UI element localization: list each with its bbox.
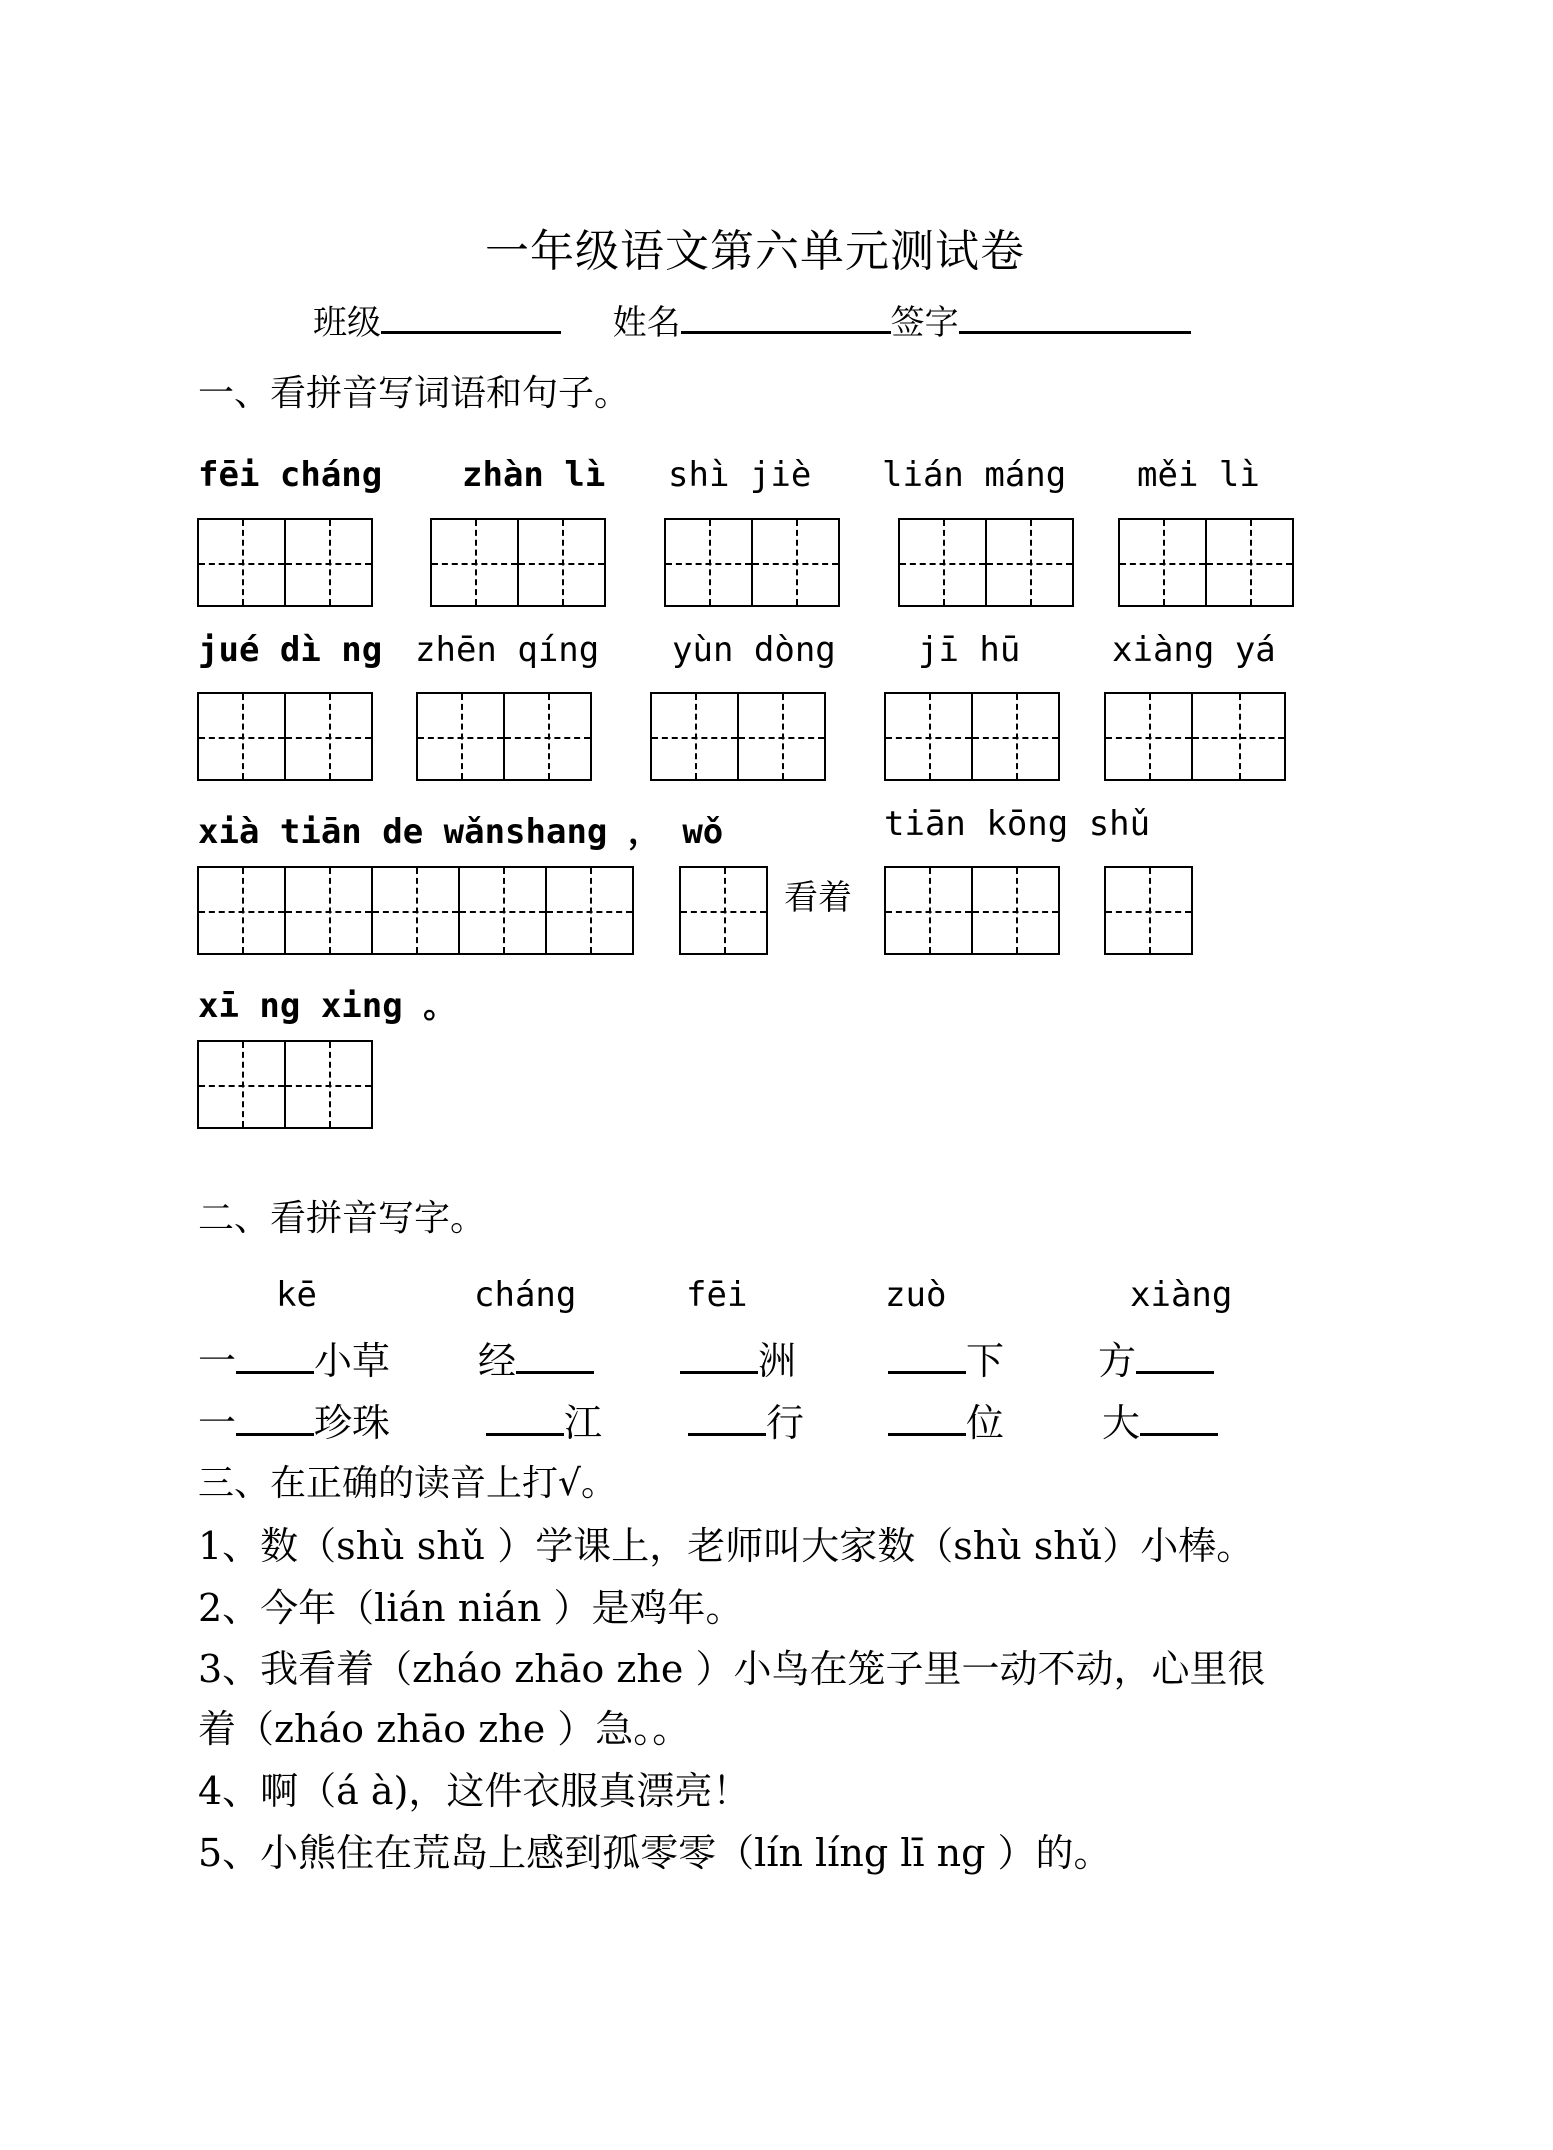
writing-box[interactable] [416,692,592,781]
question-2: 2、今年（lián nián ）是鸡年。 [198,1586,744,1630]
writing-box[interactable] [197,866,634,955]
writing-box[interactable] [884,866,1060,955]
pinyin-1-5: měi lì [1137,455,1260,495]
s2-pinyin-5: xiàng [1130,1275,1233,1315]
answer-blank[interactable] [888,1397,966,1436]
question-3: 3、我看着（zháo zhāo zhe ）小鸟在笼子里一动不动，心里很 [198,1647,1266,1691]
pinyin-2-1: jué dì ng [198,630,383,670]
sign-label: 签字 [890,303,959,343]
s2-line2-item3: 行 [688,1392,804,1447]
writing-box[interactable] [679,866,768,955]
pinyin-2-3: yùn dòng [672,630,836,670]
answer-blank[interactable] [1140,1397,1218,1436]
s2-line2-item4: 位 [888,1392,1004,1447]
s2-pinyin-4: zuò [885,1275,947,1315]
pinyin-2-2: zhēn qíng [415,630,600,670]
answer-blank[interactable] [888,1335,966,1374]
writing-box[interactable] [664,518,840,607]
pinyin-3-1: xià tiān de wǎnshang ， wǒ [198,812,724,852]
s2-line1-item3: 洲 [680,1330,796,1385]
writing-box[interactable] [1104,692,1286,781]
question-3-cont: 着（zháo zhāo zhe ）急。。 [198,1707,691,1751]
section3-heading: 三、在正确的读音上打√。 [198,1463,617,1504]
s2-pinyin-3: fēi [686,1275,748,1315]
s2-line2-item2: 江 [486,1392,602,1447]
s2-line1-item2: 经 [478,1330,594,1385]
writing-box[interactable] [197,518,373,607]
writing-box[interactable] [1104,866,1193,955]
writing-box[interactable] [650,692,826,781]
writing-box[interactable] [197,692,373,781]
pinyin-2-5: xiàng yá [1112,630,1276,670]
pinyin-1-2: zhàn lì [462,455,606,495]
pinyin-4-1: xī ng xing 。 [198,986,458,1026]
page-title: 一年级语文第六单元测试卷 [485,226,1025,277]
section2-heading: 二、看拼音写字。 [198,1198,487,1239]
name-label: 姓名 [612,303,681,343]
class-field[interactable] [381,331,561,334]
writing-box[interactable] [884,692,1060,781]
name-field[interactable] [681,331,891,334]
answer-blank[interactable] [1136,1335,1214,1374]
s2-line2-item1: 一 珍珠 [198,1392,390,1447]
writing-box[interactable] [1118,518,1294,607]
text-kanzhe: 看着 [784,878,852,918]
info-line [313,295,1191,344]
class-label: 班级 [313,303,381,343]
s2-line1-item4: 下 [888,1330,1004,1385]
question-1: 1、数（shù shǔ ）学课上，老师叫大家数（shù shǔ）小棒。 [198,1524,1255,1568]
question-5: 5、小熊住在荒岛上感到孤零零（lín líng lī ng ）的。 [198,1831,1112,1875]
pinyin-1-1: fēi cháng [198,455,383,495]
answer-blank[interactable] [516,1335,594,1374]
answer-blank[interactable] [486,1397,564,1436]
answer-blank[interactable] [236,1397,314,1436]
s2-line1-item5: 方 [1098,1330,1214,1385]
pinyin-2-4: jī hū [918,630,1021,670]
writing-box[interactable] [430,518,606,607]
answer-blank[interactable] [688,1397,766,1436]
s2-pinyin-2: cháng [474,1275,577,1315]
s2-line1-item1: 一 小草 [198,1330,390,1385]
pinyin-1-3: shì jiè [668,455,812,495]
pinyin-3-2: tiān kōng shǔ [884,804,1151,844]
pinyin-1-4: lián máng [882,455,1067,495]
s2-pinyin-1: kē [276,1275,317,1315]
writing-box[interactable] [898,518,1074,607]
writing-box[interactable] [197,1040,373,1129]
s2-line2-item5: 大 [1102,1392,1218,1447]
answer-blank[interactable] [236,1335,314,1374]
answer-blank[interactable] [680,1335,758,1374]
sign-field[interactable] [959,331,1191,334]
section1-heading: 一、看拼音写词语和句子。 [198,373,631,414]
question-4: 4、啊（á à)，这件衣服真漂亮！ [198,1769,751,1813]
